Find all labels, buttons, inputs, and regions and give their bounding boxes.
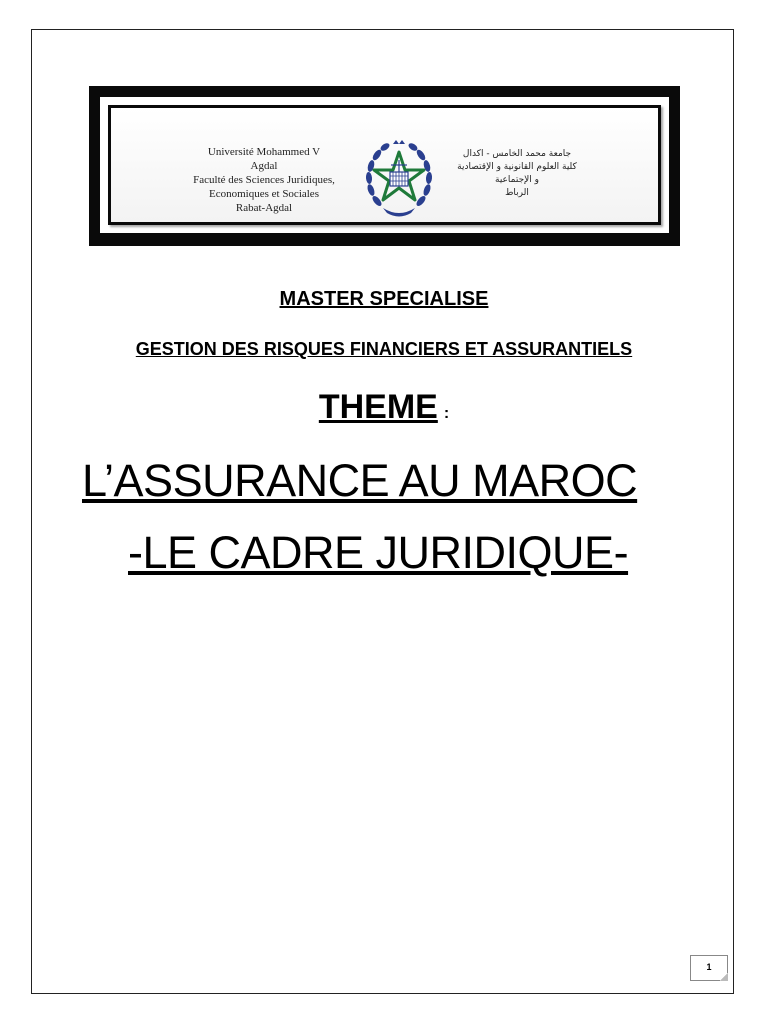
university-fr-line: Rabat-Agdal (235, 202, 293, 214)
university-emblem-icon (361, 138, 437, 218)
university-fr-line: Université Mohammed V (207, 146, 321, 158)
university-fr-line: Faculté des Sciences Juridiques, (193, 174, 335, 186)
university-fr-line: Economiques et Sociales (209, 188, 319, 200)
page-curl-icon (720, 973, 728, 981)
specialty-title: GESTION DES RISQUES FINANCIERS ET ASSURANTIELS (135, 339, 633, 359)
program-title: MASTER SPECIALISE (279, 288, 489, 310)
university-ar-line: كلية العلوم القانونية و الإقتصادية (457, 162, 577, 172)
main-title-line-2: -LE CADRE JURIDIQUE- (128, 527, 629, 578)
page-number: 1 (706, 962, 712, 972)
page-number-box (690, 955, 728, 981)
university-name-arabic (452, 148, 582, 200)
theme-label: THEME (318, 388, 438, 426)
theme-heading (0, 388, 768, 427)
theme-colon: : (443, 405, 450, 422)
university-ar-line: و الإجتماعية (495, 175, 539, 185)
university-ar-line: جامعة محمد الخامس - اكدال (462, 149, 572, 159)
university-ar-line: الرباط (505, 188, 529, 198)
university-fr-line: Agdal (250, 160, 278, 172)
main-title-line-1: L’ASSURANCE AU MAROC (82, 455, 638, 506)
university-name-french (180, 145, 348, 215)
